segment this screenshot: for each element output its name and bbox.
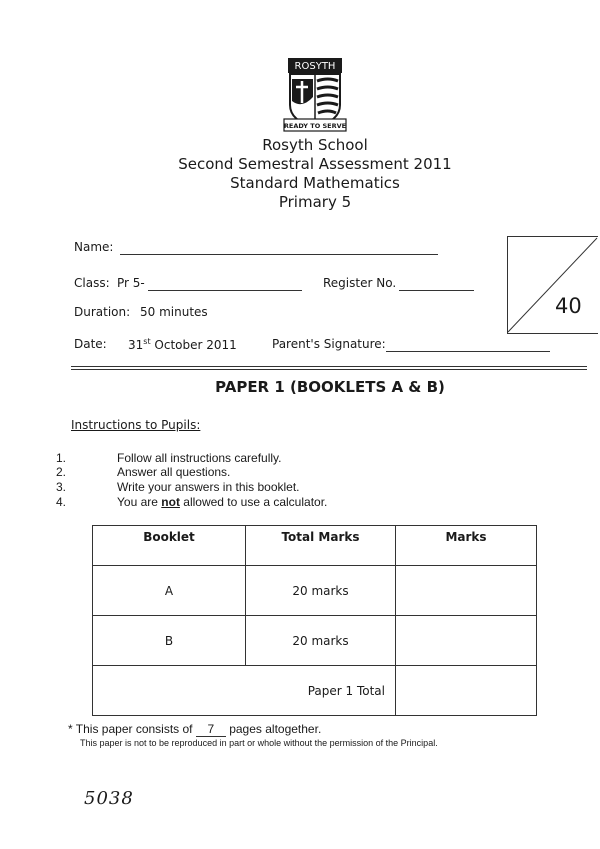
svg-text:ROSYTH: ROSYTH bbox=[294, 61, 336, 72]
marks-table bbox=[92, 525, 537, 716]
copyright-notice: This paper is not to be reproduced in part or whole without the permission of the Principal. bbox=[80, 738, 438, 748]
instruction-number: 2. bbox=[56, 465, 67, 479]
svg-text:READY TO SERVE: READY TO SERVE bbox=[283, 122, 347, 130]
table-total-row bbox=[93, 666, 537, 716]
score-total: 40 bbox=[555, 294, 582, 318]
table-row bbox=[93, 616, 537, 666]
date-value: 31st October 2011 bbox=[128, 337, 237, 352]
signature-label: Parent's Signature: bbox=[272, 337, 386, 351]
paper-total-marks-cell[interactable] bbox=[396, 666, 537, 716]
assessment-title: Second Semestral Assessment 2011 bbox=[178, 155, 452, 173]
booklet-cell: B bbox=[93, 616, 246, 666]
school-crest-logo bbox=[282, 57, 348, 133]
total-marks-cell: 20 marks bbox=[246, 566, 396, 616]
name-label: Name: bbox=[74, 240, 114, 254]
marks-cell[interactable] bbox=[396, 566, 537, 616]
instructions-heading: Instructions to Pupils: bbox=[71, 418, 201, 432]
table-header-row bbox=[93, 526, 537, 566]
subject-title: Standard Mathematics bbox=[230, 174, 400, 192]
total-marks-cell: 20 marks bbox=[246, 616, 396, 666]
duration-label: Duration: bbox=[74, 305, 131, 319]
page-count-note: * This paper consists of 7 pages altogether. bbox=[68, 722, 322, 736]
marks-cell[interactable] bbox=[396, 616, 537, 666]
class-label: Class: bbox=[74, 276, 110, 290]
table-row bbox=[93, 566, 537, 616]
paper-title: PAPER 1 (BOOKLETS A & B) bbox=[215, 378, 445, 396]
header-booklet: Booklet bbox=[93, 526, 246, 566]
date-label: Date: bbox=[74, 337, 107, 351]
class-prefix: Pr 5- bbox=[117, 276, 145, 290]
level-title: Primary 5 bbox=[278, 193, 352, 211]
school-name: Rosyth School bbox=[262, 136, 368, 154]
paper-total-label: Paper 1 Total bbox=[93, 666, 396, 716]
signature-field[interactable] bbox=[386, 339, 550, 352]
instruction-text: You are not allowed to use a calculator. bbox=[117, 495, 328, 509]
name-field[interactable] bbox=[120, 242, 438, 255]
duration-value: 50 minutes bbox=[140, 305, 208, 319]
instruction-number: 3. bbox=[56, 480, 67, 494]
handwritten-code: 5038 bbox=[84, 788, 134, 809]
divider-rule bbox=[71, 369, 587, 370]
score-box bbox=[507, 236, 598, 334]
class-field[interactable] bbox=[148, 278, 302, 291]
header-total-marks: Total Marks bbox=[246, 526, 396, 566]
booklet-cell: A bbox=[93, 566, 246, 616]
register-label: Register No. bbox=[323, 276, 397, 290]
instruction-text: Follow all instructions carefully. bbox=[117, 451, 282, 465]
instruction-number: 4. bbox=[56, 495, 67, 509]
instruction-number: 1. bbox=[56, 451, 67, 465]
instruction-text: Write your answers in this booklet. bbox=[117, 480, 300, 494]
header-marks: Marks bbox=[396, 526, 537, 566]
register-field[interactable] bbox=[399, 278, 474, 291]
score-divider-line bbox=[508, 237, 598, 333]
instruction-text: Answer all questions. bbox=[117, 465, 231, 479]
divider-rule bbox=[71, 366, 587, 367]
